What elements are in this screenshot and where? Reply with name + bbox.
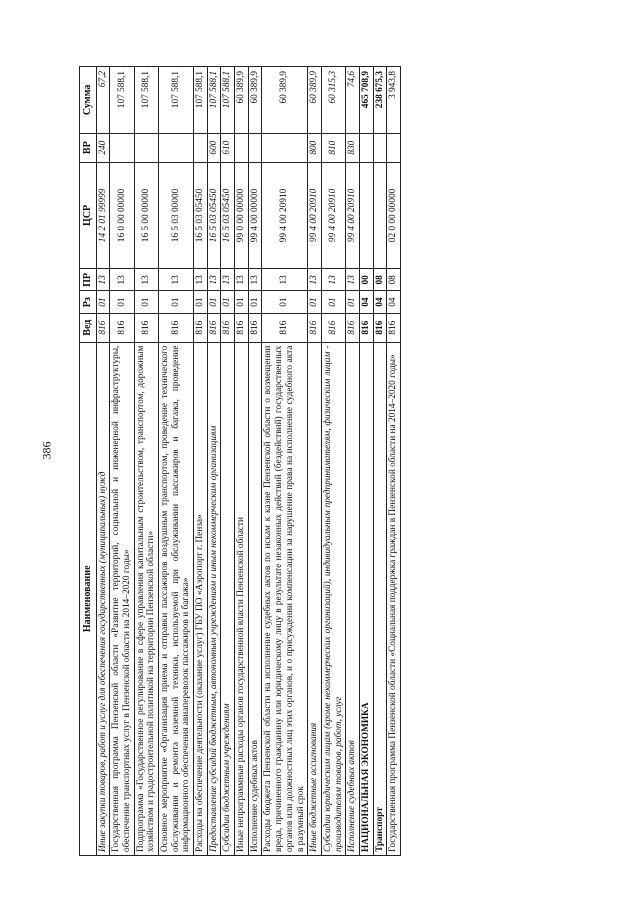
table-body (96, 67, 401, 856)
cell-ved: 816 (308, 313, 322, 342)
cell-csr: 99 4 00 20910 (321, 162, 345, 269)
table-row (373, 67, 387, 856)
cell-rz: 04 (359, 291, 373, 313)
header-pr: ПР (80, 269, 97, 291)
header-sum: Сумма (80, 67, 97, 134)
table-row (235, 67, 249, 856)
cell-ved: 816 (321, 313, 345, 342)
cell-ved: 816 (194, 313, 208, 342)
cell-vr (359, 133, 373, 162)
cell-sum: 60 389,9 (308, 67, 322, 134)
cell-sum: 60 315,3 (321, 67, 345, 134)
cell-sum: 238 675,3 (373, 67, 387, 134)
cell-vr: 800 (308, 133, 322, 162)
cell-vr (262, 133, 308, 162)
cell-pr: 13 (96, 269, 110, 291)
cell-csr: 16 5 00 00000 (134, 162, 158, 269)
cell-csr: 16 5 03 05450 (207, 162, 221, 269)
cell-ved: 816 (359, 313, 373, 342)
cell-sum: 107 588,1 (110, 67, 134, 134)
budget-table (79, 66, 401, 856)
cell-ved: 816 (248, 313, 262, 342)
cell-rz: 01 (262, 291, 308, 313)
cell-csr (359, 162, 373, 269)
cell-pr: 13 (346, 269, 360, 291)
table-row (221, 67, 235, 856)
cell-pr: 00 (359, 269, 373, 291)
cell-rz: 01 (134, 291, 158, 313)
cell-sum: 60 389,9 (248, 67, 262, 134)
cell-rz: 01 (321, 291, 345, 313)
cell-ved: 816 (158, 313, 193, 342)
table-row (134, 67, 158, 856)
cell-sum: 60 389,9 (235, 67, 249, 134)
cell-vr (387, 133, 401, 162)
cell-pr: 13 (308, 269, 322, 291)
cell-sum: 107 588,1 (158, 67, 193, 134)
cell-vr: 830 (346, 133, 360, 162)
cell-ved: 816 (346, 313, 360, 342)
cell-sum: 107 588,1 (194, 67, 208, 134)
cell-rz: 01 (346, 291, 360, 313)
cell-pr: 08 (373, 269, 387, 291)
cell-pr: 13 (235, 269, 249, 291)
table-header-row (80, 67, 97, 856)
cell-ved: 816 (373, 313, 387, 342)
cell-pr: 13 (262, 269, 308, 291)
table-row (207, 67, 221, 856)
cell-name: Подпрограмма «Государственное регулирование в сфере управления капитальным строительством, транспортом, дорожным хозяйством и градостроительной политикой на территории Пензенской области» (134, 342, 158, 855)
cell-csr: 16 0 00 00000 (110, 162, 134, 269)
table-row (158, 67, 193, 856)
table-row (194, 67, 208, 856)
cell-vr (158, 133, 193, 162)
cell-ved: 816 (110, 313, 134, 342)
cell-csr: 99 0 00 00000 (235, 162, 249, 269)
cell-name: Расходы бюджета Пензенской области на исполнение судебных актов по искам к казне Пензенской области о возмещении вреда, причиненного гражданину или юридическому лицу в результате незаконных действий (бездействий) государственных органов или должностных лиц этих органов, и о присуждении компенсации за нарушение права на исполнение судебного акта в разумный срок (262, 342, 308, 855)
cell-csr: 16 5 03 00000 (158, 162, 193, 269)
cell-rz: 01 (248, 291, 262, 313)
cell-rz: 01 (235, 291, 249, 313)
cell-ved: 816 (134, 313, 158, 342)
cell-name: Субсидии юридическим лицам (кроме некоммерческих организаций), индивидуальным предпринимателям, физическим лицам - производителям товаров, работ, услуг (321, 342, 345, 855)
cell-pr: 08 (387, 269, 401, 291)
header-csr: ЦСР (80, 162, 97, 269)
cell-rz: 01 (308, 291, 322, 313)
cell-sum: 60 389,9 (262, 67, 308, 134)
cell-name: Государственная программа Пензенской области «Социальная поддержка граждан в Пензенской области на 2014–2020 годы» (387, 342, 401, 855)
cell-pr: 13 (158, 269, 193, 291)
cell-ved: 816 (262, 313, 308, 342)
table-row (308, 67, 322, 856)
cell-rz: 01 (110, 291, 134, 313)
cell-name: Предоставление субсидий бюджетным, автономным учреждениям и иным некоммерческим организациям (207, 342, 221, 855)
cell-rz: 01 (207, 291, 221, 313)
header-rz: Рз (80, 291, 97, 313)
cell-csr (373, 162, 387, 269)
cell-rz: 04 (373, 291, 387, 313)
cell-csr: 99 4 00 20910 (308, 162, 322, 269)
cell-rz: 01 (158, 291, 193, 313)
cell-ved: 816 (235, 313, 249, 342)
table-row (359, 67, 373, 856)
cell-csr: 02 0 00 00000 (387, 162, 401, 269)
cell-ved: 816 (387, 313, 401, 342)
table-row (96, 67, 110, 856)
header-vr: ВР (80, 133, 97, 162)
cell-name: Иные закупки товаров, работ и услуг для обеспечения государственных (муниципальных) нужд (96, 342, 110, 855)
cell-name: Исполнение судебных актов (248, 342, 262, 855)
cell-vr (134, 133, 158, 162)
cell-ved: 816 (221, 313, 235, 342)
cell-vr: 600 (207, 133, 221, 162)
table-row (248, 67, 262, 856)
rotated-table-container (79, 66, 559, 856)
cell-sum: 74,6 (346, 67, 360, 134)
cell-name: Субсидии бюджетным учреждениям (221, 342, 235, 855)
cell-name: Транспорт (373, 342, 387, 855)
cell-sum: 107 588,1 (207, 67, 221, 134)
cell-rz: 01 (194, 291, 208, 313)
cell-name: Иные бюджетные ассигнования (308, 342, 322, 855)
cell-rz: 01 (96, 291, 110, 313)
cell-pr: 13 (134, 269, 158, 291)
cell-vr (194, 133, 208, 162)
page-number: 386 (39, 441, 54, 460)
table-row (346, 67, 360, 856)
cell-ved: 816 (207, 313, 221, 342)
cell-sum: 107 588,1 (134, 67, 158, 134)
cell-name: Основное мероприятие «Организация приема и отправки пассажиров воздушным транспортом, проведение технического обслуживания и ремонта наземной техники, используемой при обслуживании пассажиров и багажа, проведение информационного обеспечения авиаперевозок пассажиров и багажа» (158, 342, 193, 855)
table-row (110, 67, 134, 856)
cell-pr: 13 (221, 269, 235, 291)
header-ved: Вед (80, 313, 97, 342)
cell-sum: 465 708,9 (359, 67, 373, 134)
cell-pr: 13 (194, 269, 208, 291)
cell-pr: 13 (321, 269, 345, 291)
cell-vr: 610 (221, 133, 235, 162)
table-row (321, 67, 345, 856)
cell-sum: 67,2 (96, 67, 110, 134)
cell-vr: 810 (321, 133, 345, 162)
cell-pr: 13 (110, 269, 134, 291)
cell-csr: 16 5 03 05450 (221, 162, 235, 269)
table-row (387, 67, 401, 856)
cell-name: Иные непрограммные расходы органов государственной власти Пензенской области (235, 342, 249, 855)
cell-vr (373, 133, 387, 162)
cell-name: НАЦИОНАЛЬНАЯ ЭКОНОМИКА (359, 342, 373, 855)
cell-name: Государственная программа Пензенской области «Развитие территорий, социальной и инженерной инфраструктуры, обеспечение транспортных услуг в Пензенской области на 2014–2020 годы» (110, 342, 134, 855)
cell-rz: 01 (221, 291, 235, 313)
cell-vr (248, 133, 262, 162)
cell-csr: 16 5 03 05450 (194, 162, 208, 269)
cell-vr (235, 133, 249, 162)
cell-csr: 99 4 00 20910 (262, 162, 308, 269)
cell-sum: 3 943,8 (387, 67, 401, 134)
cell-pr: 13 (207, 269, 221, 291)
cell-vr (110, 133, 134, 162)
table-row (262, 67, 308, 856)
header-name: Наименование (80, 342, 97, 855)
cell-name: Расходы на обеспечение деятельности (оказание услуг) ГБУ ПО «Аэропорт г. Пенза» (194, 342, 208, 855)
cell-csr: 99 4 00 20910 (346, 162, 360, 269)
cell-vr: 240 (96, 133, 110, 162)
cell-name: Исполнение судебных актов (346, 342, 360, 855)
cell-pr: 13 (248, 269, 262, 291)
cell-csr: 99 4 00 00000 (248, 162, 262, 269)
cell-sum: 107 588,1 (221, 67, 235, 134)
cell-csr: 14 2 01 99999 (96, 162, 110, 269)
cell-rz: 04 (387, 291, 401, 313)
cell-ved: 816 (96, 313, 110, 342)
